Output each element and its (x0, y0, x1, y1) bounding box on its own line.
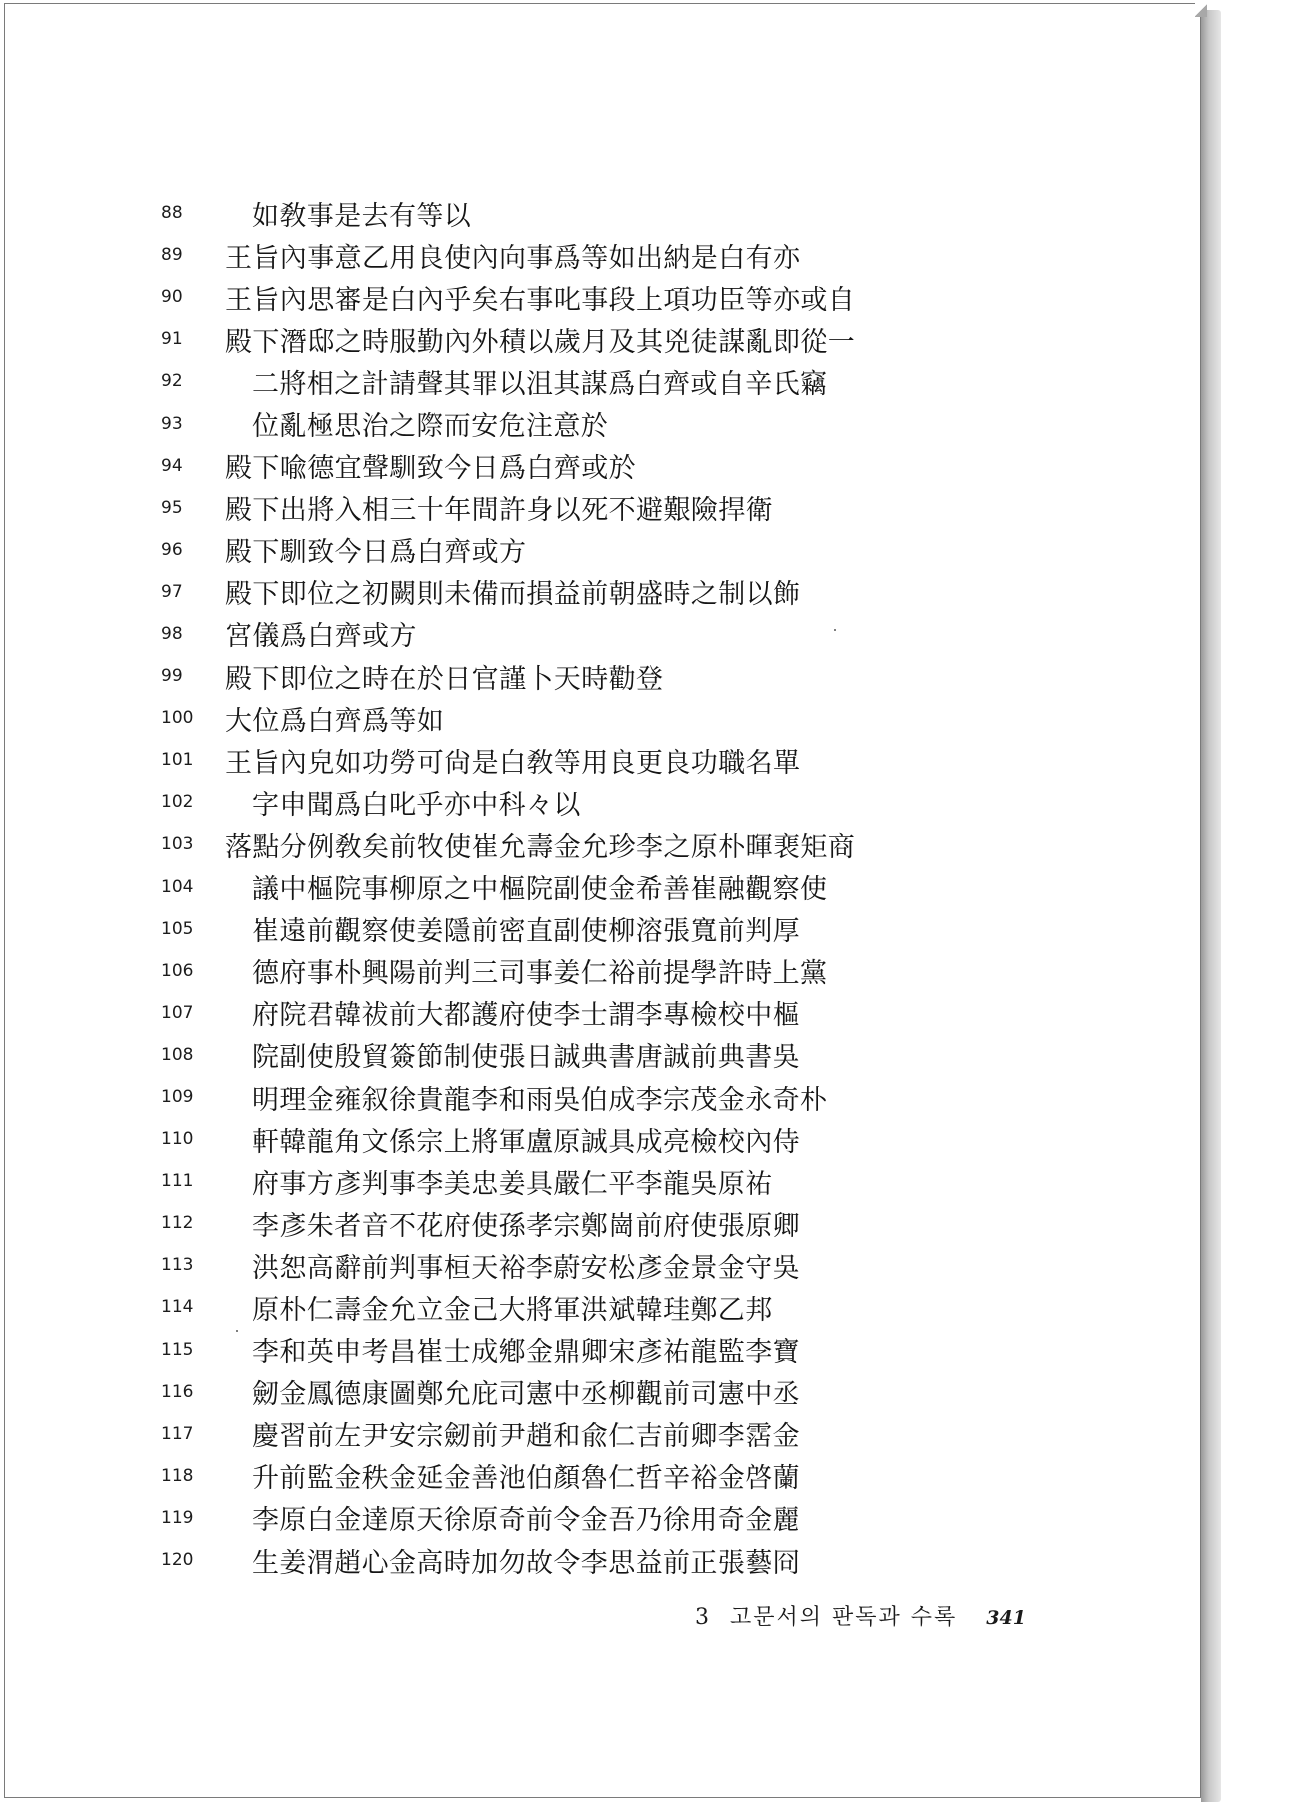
line-text: 生姜渭趙心金高時加勿故令李思益前正張藝冏 (252, 1547, 800, 1579)
line-text: 字申聞爲白叱乎亦中科々以 (252, 789, 581, 821)
text-line (161, 1539, 855, 1581)
text-line (161, 1118, 855, 1160)
text-line (161, 866, 855, 908)
line-text: 殿下出將入相三十年間許身以死不避艱險捍衛 (225, 495, 773, 527)
text-line (161, 1202, 855, 1244)
line-number: 102 (161, 792, 194, 813)
line-text: 府院君韓祓前大都護府使李士謂李專檢校中樞 (252, 1000, 800, 1032)
line-text: 李原白金達原天徐原奇前令金吾乃徐用奇金麗 (252, 1505, 800, 1537)
text-line (161, 234, 855, 276)
text-line (161, 1034, 855, 1076)
text-line (161, 1371, 855, 1413)
line-text: 殿下潛邸之時服勤內外積以歲月及其兇徒謀亂即從一 (225, 326, 856, 358)
line-number: 98 (161, 623, 183, 644)
footer-chapter-title: 고문서의 판독과 수록 (730, 1605, 958, 1630)
line-text: 王旨內思審是白內乎矣右事叱事段上項功臣等亦或自 (225, 284, 856, 316)
line-number: 91 (161, 329, 183, 350)
line-text: 洪恕高辭前判事桓天裕李蔚安松彥金景金守吳 (252, 1252, 800, 1284)
page-edge-shadow (1201, 10, 1221, 1802)
line-number: 96 (161, 539, 183, 560)
text-line (161, 1076, 855, 1118)
line-text: 王旨內皃如功勞可尙是白敎等用良更良功職名單 (225, 747, 801, 779)
text-line (161, 571, 855, 613)
line-number: 120 (161, 1550, 194, 1571)
text-line (161, 992, 855, 1034)
line-number: 99 (161, 666, 183, 687)
line-number: 103 (161, 834, 194, 855)
line-text: 二將相之計請聲其罪以沮其謀爲白齊或自辛氏竊 (252, 368, 828, 400)
line-text: 李彥朱者音不花府使孫孝宗鄭崗前府使張原卿 (252, 1210, 800, 1242)
text-lines (161, 192, 855, 1581)
line-number: 94 (161, 455, 183, 476)
line-number: 111 (161, 1171, 194, 1192)
line-number: 112 (161, 1213, 194, 1234)
page-number: 341 (986, 1607, 1026, 1629)
line-number: 116 (161, 1381, 194, 1402)
line-text: 王旨內事意乙用良使內向事爲等如出納是白有亦 (225, 242, 801, 274)
text-line (161, 402, 855, 444)
line-text: 升前監金秩金延金善池伯顏魯仁哲辛裕金啓蘭 (252, 1463, 800, 1495)
text-line (161, 1160, 855, 1202)
line-number: 113 (161, 1255, 194, 1276)
scan-speck (236, 1330, 238, 1332)
line-text: 議中樞院事柳原之中樞院副使金希善崔融觀察使 (252, 874, 828, 906)
text-line (161, 529, 855, 571)
text-line (161, 1413, 855, 1455)
text-line (161, 739, 855, 781)
text-line (161, 445, 855, 487)
text-line (161, 1455, 855, 1497)
text-line (161, 613, 855, 655)
text-line (161, 1286, 855, 1328)
line-number: 101 (161, 750, 194, 771)
line-number: 110 (161, 1129, 194, 1150)
line-number: 107 (161, 1002, 194, 1023)
text-line (161, 318, 855, 360)
scan-speck (834, 629, 836, 631)
line-number: 88 (161, 203, 183, 224)
line-text: 李和英申考昌崔士成鄕金鼎卿宋彥祐龍監李寶 (252, 1337, 800, 1369)
line-text: 原朴仁壽金允立金己大將軍洪斌韓珪鄭乙邦 (252, 1294, 773, 1326)
line-number: 89 (161, 245, 183, 266)
line-number: 115 (161, 1339, 194, 1360)
line-number: 108 (161, 1044, 194, 1065)
line-text: 殿下即位之時在於日官謹卜天時勸登 (225, 663, 664, 695)
line-text: 落點分例敎矣前牧使崔允壽金允珍李之原朴暉裵矩商 (225, 831, 856, 863)
line-number: 105 (161, 918, 194, 939)
line-text: 宮儀爲白齊或方 (225, 621, 417, 653)
line-number: 114 (161, 1297, 194, 1318)
text-line (161, 950, 855, 992)
line-number: 92 (161, 371, 183, 392)
footer-chapter-number: 3 (695, 1605, 709, 1630)
text-line (161, 697, 855, 739)
line-text: 府事方彥判事李美忠姜具嚴仁平李龍吳原祐 (252, 1168, 773, 1200)
line-number: 95 (161, 497, 183, 518)
line-text: 殿下喩德宜聲馴致今日爲白齊或於 (225, 453, 636, 485)
line-text: 院副使殷貿簽節制使張日誠典書唐誠前典書吳 (252, 1042, 800, 1074)
line-number: 100 (161, 708, 194, 729)
line-text: 殿下即位之初闕則未備而損益前朝盛時之制以飾 (225, 579, 801, 611)
line-number: 97 (161, 581, 183, 602)
line-number: 93 (161, 413, 183, 434)
text-line (161, 192, 855, 234)
line-text: 軒韓龍角文係宗上將軍盧原誠具成亮檢校內侍 (252, 1126, 800, 1158)
running-footer (695, 1600, 1026, 1631)
text-line (161, 360, 855, 402)
line-text: 位亂極思治之際而安危注意於 (252, 411, 609, 443)
line-number: 104 (161, 876, 194, 897)
text-line (161, 908, 855, 950)
text-line (161, 655, 855, 697)
line-number: 90 (161, 287, 183, 308)
document-page (4, 3, 1201, 1798)
line-text: 德府事朴興陽前判三司事姜仁裕前提學許時上黨 (252, 958, 828, 990)
line-text: 大位爲白齊爲等如 (225, 705, 445, 737)
page-corner (1195, 3, 1207, 17)
line-text: 明理金雍叙徐貴龍李和雨吳伯成李宗茂金永奇朴 (252, 1084, 828, 1116)
text-line (161, 276, 855, 318)
line-number: 117 (161, 1423, 194, 1444)
line-number: 109 (161, 1087, 194, 1108)
text-line (161, 823, 855, 865)
line-text: 慶習前左尹安宗劒前尹趙和兪仁吉前卿李霑金 (252, 1421, 800, 1453)
line-number: 106 (161, 960, 194, 981)
text-line (161, 1329, 855, 1371)
text-line (161, 781, 855, 823)
text-line (161, 1244, 855, 1286)
line-text: 如敎事是去有等以 (252, 200, 472, 232)
line-text: 劒金鳳德康圖鄭允庇司憲中丞柳觀前司憲中丞 (252, 1379, 800, 1411)
line-text: 崔遠前觀察使姜隱前密直副使柳溶張寬前判厚 (252, 916, 800, 948)
text-line (161, 1497, 855, 1539)
line-number: 118 (161, 1465, 194, 1486)
text-line (161, 487, 855, 529)
line-number: 119 (161, 1507, 194, 1528)
line-text: 殿下馴致今日爲白齊或方 (225, 537, 527, 569)
